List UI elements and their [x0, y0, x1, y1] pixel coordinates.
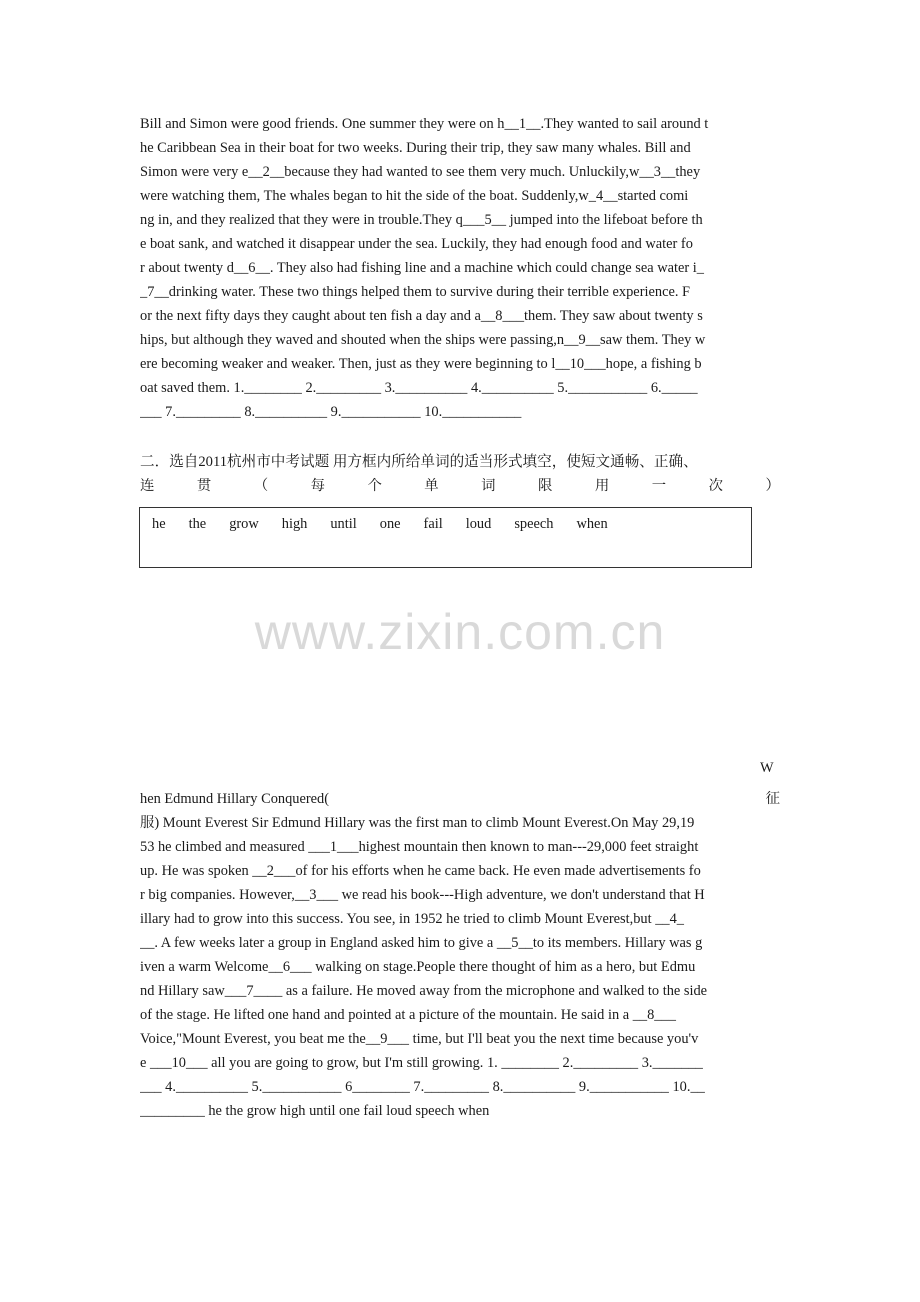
passage-1-line: or the next fifty days they caught about ten fish a day and a__8___them. They saw about twenty s [140, 308, 703, 324]
heading-char: ） [765, 478, 780, 494]
heading-char: （ [253, 478, 269, 494]
heading-char: 用 [594, 478, 610, 494]
heading-char: 次 [708, 478, 723, 494]
passage-2-line: 53 he climbed and measured ___1___highest mountain then known to man---29,000 feet straight [140, 839, 699, 855]
passage-2-title: hen Edmund Hillary Conquered( [140, 791, 330, 807]
passage-1-line: hips, but although they waved and shouted when the ships were passing,n__9__saw them. They w [140, 332, 706, 348]
heading-char: 词 [481, 478, 496, 494]
passage-2-line: 服) Mount Everest Sir Edmund Hillary was the first man to climb Mount Everest.On May 29,19 [140, 815, 695, 831]
passage-2-line: e ___10___ all you are going to grow, but I'm still growing. 1. ________ 2._________ 3._______ [140, 1055, 703, 1071]
heading-char: 每 [310, 478, 325, 494]
heading-char: 贯 [196, 478, 212, 494]
word-bank-item: speech [514, 516, 554, 532]
word-bank-item: he [152, 516, 166, 532]
passage-2-line: nd Hillary saw___7____ as a failure. He moved away from the microphone and walked to the side [140, 983, 708, 999]
passage-1 [140, 112, 780, 424]
word-bank-item: grow [229, 516, 259, 532]
heading-char: 单 [424, 478, 439, 494]
passage-2-line: of the stage. He lifted one hand and pointed at a picture of the mountain. He said in a __8___ [140, 1007, 676, 1023]
answer-blanks-line: ___ 4.__________ 5.___________ 6________ 7._________ 8.__________ 9.___________ 10.__ [140, 1079, 705, 1095]
title-first-letter: W [760, 760, 774, 776]
section-2-instruction-continued [140, 474, 780, 498]
passage-2-line: up. He was spoken __2___of for his efforts when he came back. He even made advertisements fo [140, 863, 701, 879]
watermark: www.zixin.com.cn [254, 604, 666, 660]
passage-1-line: Bill and Simon were good friends. One summer they were on h__1__.They wanted to sail around t [140, 116, 709, 132]
passage-2-title-line [140, 787, 780, 811]
word-bank-box [139, 507, 752, 568]
word-bank-item: until [330, 516, 357, 532]
word-list-line: _________ he the grow high until one fail loud speech when [140, 1103, 490, 1119]
passage-1-line: ng in, and they realized that they were in trouble.They q___5__ jumped into the lifeboat before th [140, 212, 703, 228]
passage-2-line: Voice,"Mount Everest, you beat me the__9___ time, but I'll beat you the next time because you'v [140, 1031, 699, 1047]
answer-blanks-line: oat saved them. 1.________ 2._________ 3.__________ 4.__________ 5.___________ 6._____ [140, 380, 698, 396]
passage-2-title-end: 征 [765, 791, 780, 807]
passage-1-line: e boat sank, and watched it disappear under the sea. Luckily, they had enough food and water fo [140, 236, 693, 252]
answer-blanks-line: ___ 7._________ 8.__________ 9.___________ 10.___________ [140, 404, 522, 420]
passage-2 [140, 787, 780, 1123]
word-bank-item: the [188, 516, 207, 532]
passage-2-line: iven a warm Welcome__6___ walking on stage.People there thought of him as a hero, but Edmu [140, 959, 696, 975]
heading-char: 一 [651, 478, 667, 494]
passage-1-line: _7__drinking water. These two things helped them to survive during their terrible experience. F [140, 284, 691, 300]
heading-char: 限 [538, 478, 553, 494]
heading-char: 连 [140, 478, 155, 494]
passage-1-line: ere becoming weaker and weaker. Then, just as they were beginning to l__10___hope, a fishing b [140, 356, 702, 372]
word-bank-item: fail [423, 516, 443, 532]
word-bank-item: one [379, 516, 401, 532]
section-2-instruction: 二．选自2011杭州市中考试题 用方框内所给单词的适当形式填空，使短文通畅、正确、 [140, 454, 698, 470]
passage-2-line: r big companies. However,__3___ we read his book---High adventure, we don't understand that H [140, 887, 705, 903]
passage-2-line: illary had to grow into this success. You see, in 1952 he tried to climb Mount Everest,but __4_ [140, 911, 684, 927]
word-bank-item: loud [465, 516, 492, 532]
passage-1-line: Simon were very e__2__because they had wanted to see them very much. Unluckily,w__3__they [140, 164, 701, 180]
passage-2-line: __. A few weeks later a group in England asked him to give a __5__to its members. Hillary was g [140, 935, 703, 951]
section-2-heading [140, 450, 780, 498]
word-bank [152, 516, 631, 533]
heading-char: 个 [367, 478, 382, 494]
passage-1-line: were watching them, The whales began to hit the side of the boat. Suddenly,w_4__started comi [140, 188, 689, 204]
passage-1-line: r about twenty d__6__. They also had fishing line and a machine which could change sea water i_ [140, 260, 705, 276]
word-bank-item: high [281, 516, 308, 532]
word-bank-item: when [576, 516, 608, 532]
passage-1-line: he Caribbean Sea in their boat for two weeks. During their trip, they saw many whales. Bill and [140, 140, 691, 156]
